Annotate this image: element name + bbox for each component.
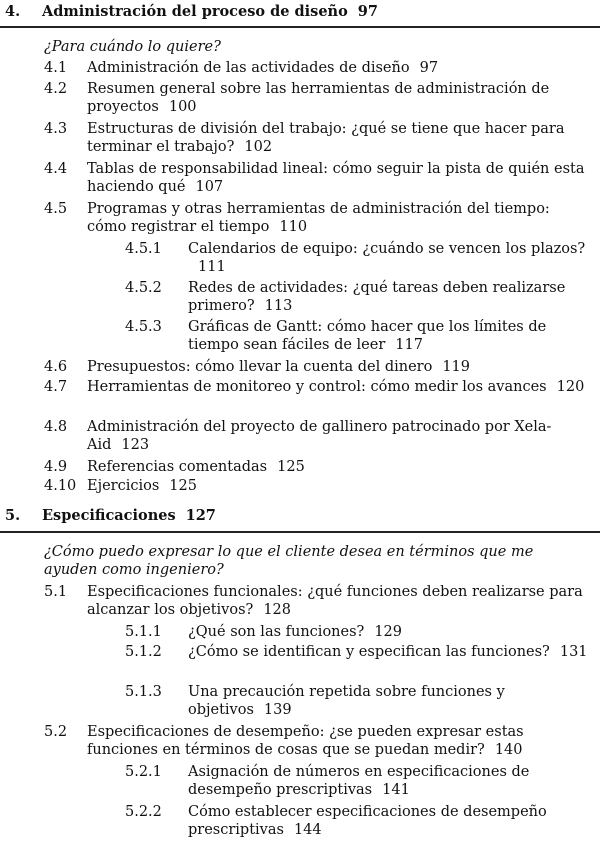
entry-title: ¿Qué son las funciones?: [188, 624, 365, 640]
entry-number: 4.5.3: [125, 319, 162, 335]
entry-number: 5.2.2: [125, 804, 162, 820]
entry-page: 129: [374, 624, 402, 640]
entry-number: 4.5.1: [125, 241, 162, 257]
chapter-5: [0, 507, 600, 527]
chapter-intro: ¿Para cuándo lo quiere?: [44, 39, 221, 55]
entry-page: 125: [277, 459, 305, 475]
entry-page: 123: [121, 437, 150, 453]
entry-title: Referencias comentadas: [87, 459, 268, 475]
entry-number: 5.1.1: [125, 624, 162, 640]
entry-number: 5.2: [44, 724, 68, 740]
entry-number: 5.1.3: [125, 684, 162, 700]
entry-number: 5.1: [44, 584, 68, 600]
entry-page: 125: [169, 478, 197, 494]
entry-title: Herramientas de monitoreo y control: cómo medir los avances: [87, 379, 547, 395]
entry-title: Tablas de responsabilidad lineal: cómo seguir la pista de quién esta haciendo qué: [87, 161, 585, 195]
entry-title: Administración de las actividades de diseño: [87, 60, 410, 76]
entry-number: 4.4: [44, 161, 68, 177]
entry-page: 131: [559, 644, 588, 660]
entry-number: 4.9: [44, 459, 68, 475]
entry-number: 4.6: [44, 359, 68, 375]
chapter-number: 5.: [5, 507, 21, 524]
entry-title: Programas y otras herramientas de administración del tiempo: cómo registrar el tiempo: [87, 201, 550, 235]
entry-title: Administración del proyecto de gallinero patrocinado por Xela-Aid: [87, 419, 552, 453]
entry-page: 141: [382, 782, 410, 798]
entry-number: 4.8: [44, 419, 68, 435]
entry-title: Especificaciones de desempeño: ¿se pueden expresar estas funciones en términos de cosas que se puedan medir?: [87, 724, 524, 758]
entry-page: 97: [419, 60, 439, 76]
entry-title: ¿Cómo se identifican y especifican las funciones?: [188, 644, 550, 660]
entry-number: 4.3: [44, 121, 68, 137]
chapter-rule: [0, 531, 600, 533]
entry-page: 120: [556, 379, 585, 395]
entry-number: 4.7: [44, 379, 68, 395]
entry-number: 4.10: [44, 478, 77, 494]
entry-title: Una precaución repetida sobre funciones y objetivos: [188, 684, 505, 718]
entry-number: 4.5.2: [125, 280, 162, 296]
chapter-title: Especificaciones: [42, 507, 176, 524]
entry-number: 4.5: [44, 201, 68, 217]
entry-title: Ejercicios: [87, 478, 160, 494]
chapter-title: Administración del proceso de diseño: [42, 3, 348, 20]
entry-page: 119: [442, 359, 471, 375]
chapter-page: 97: [357, 3, 378, 20]
entry-title: Gráficas de Gantt: cómo hacer que los límites de tiempo sean fáciles de leer: [188, 319, 547, 353]
entry-number: 5.2.1: [125, 764, 162, 780]
chapter-heading: [0, 507, 600, 527]
entry-number: 5.1.2: [125, 644, 162, 660]
entry-page: 128: [263, 602, 292, 618]
chapter-heading: [0, 3, 600, 23]
entry-page: 139: [263, 702, 292, 718]
chapter-page: 127: [185, 507, 216, 524]
entry-title: Resumen general sobre las herramientas de administración de proyectos: [87, 81, 550, 115]
chapter-4: [0, 3, 600, 23]
entry-title: Estructuras de división del trabajo: ¿qué se tiene que hacer para terminar el trabajo?: [87, 121, 565, 155]
entry-page: 111: [198, 259, 226, 275]
chapter-number: 4.: [5, 3, 21, 20]
entry-title: Presupuestos: cómo llevar la cuenta del dinero: [87, 359, 433, 375]
entry-title: Especificaciones funcionales: ¿qué funciones deben realizarse para alcanzar los objetivos?: [87, 584, 583, 618]
entry-page: 100: [168, 99, 197, 115]
chapter-rule: [0, 26, 600, 28]
entry-title: Cómo establecer especificaciones de desempeño prescriptivas: [188, 804, 547, 838]
entry-page: 113: [264, 298, 293, 314]
entry-page: 140: [494, 742, 523, 758]
chapter-intro: ¿Cómo puedo expresar lo que el cliente desea en términos que me ayuden como ingeniero?: [44, 544, 534, 578]
entry-title: Asignación de números en especificaciones de desempeño prescriptivas: [188, 764, 530, 798]
entry-page: 144: [293, 822, 322, 838]
entry-number: 4.1: [44, 60, 68, 76]
entry-title: Calendarios de equipo: ¿cuándo se vencen los plazos?: [188, 241, 586, 257]
entry-page: 107: [195, 179, 224, 195]
entry-title: Redes de actividades: ¿qué tareas deben realizarse primero?: [188, 280, 566, 314]
entry-page: 102: [244, 139, 273, 155]
entry-number: 4.2: [44, 81, 68, 97]
entry-page: 110: [279, 219, 308, 235]
entry-page: 117: [395, 337, 423, 353]
